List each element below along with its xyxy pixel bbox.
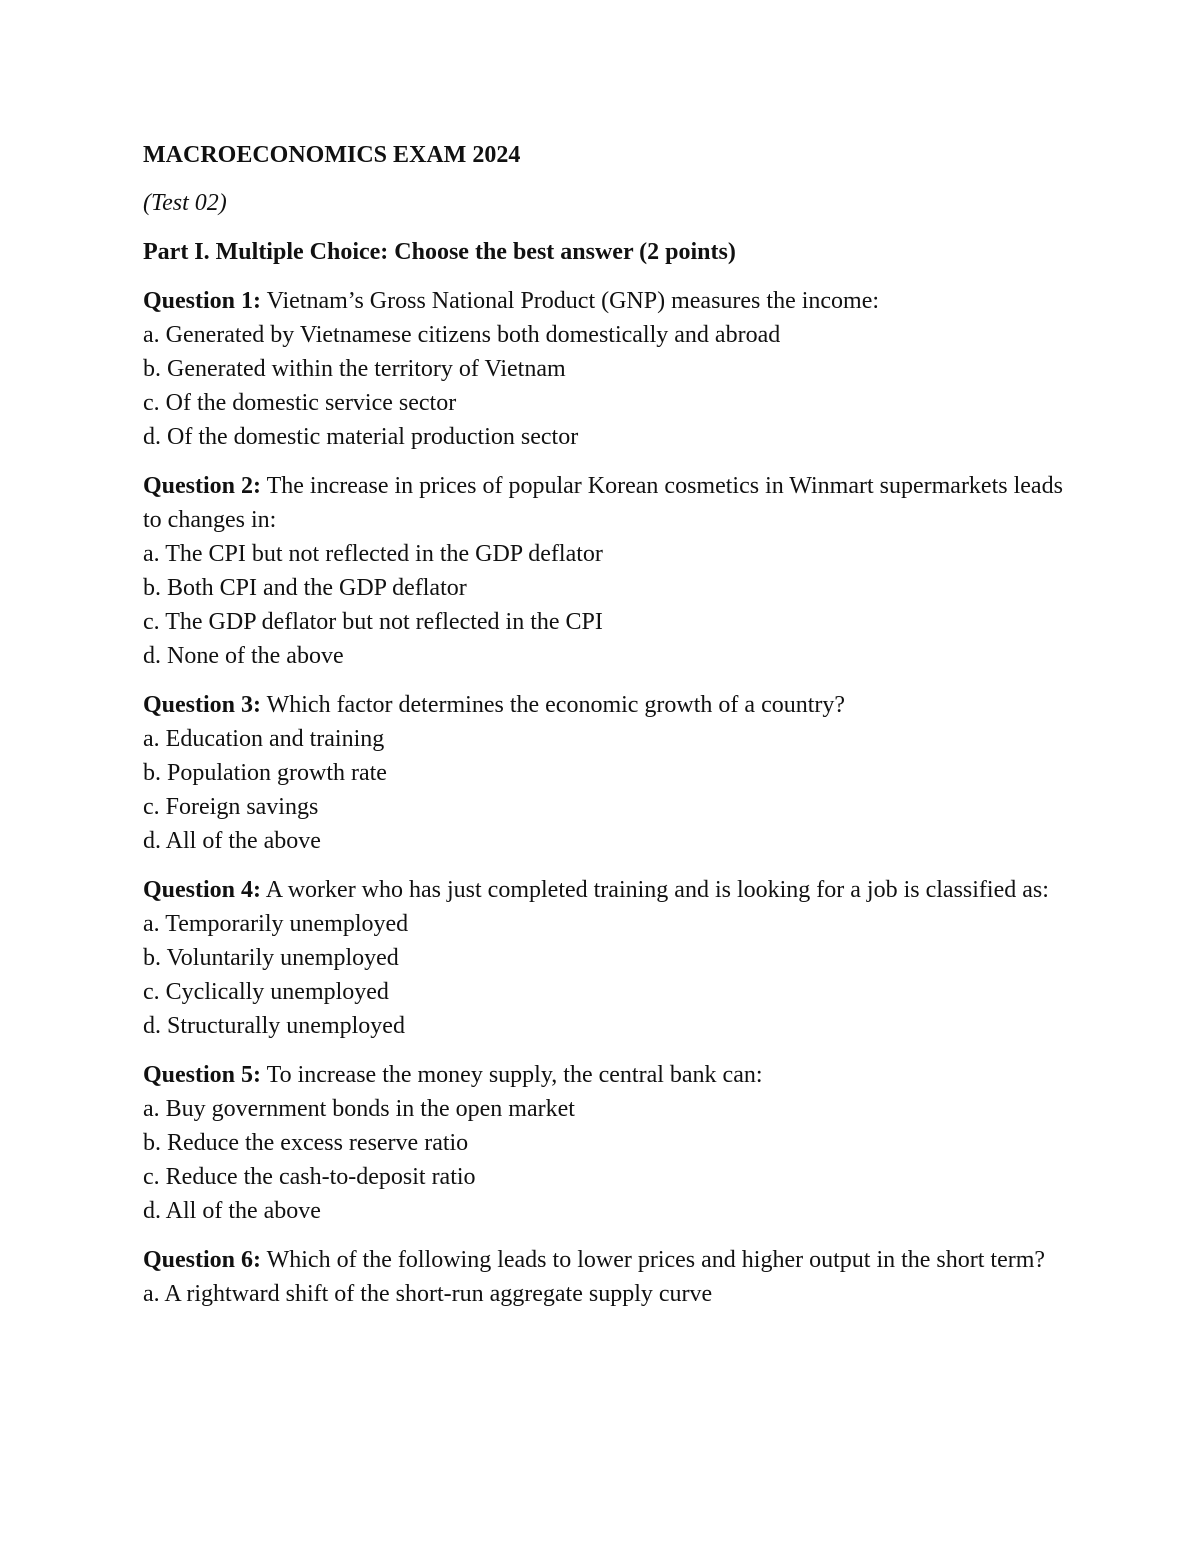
question-6 <box>143 1243 1063 1311</box>
question-label: Question 3: <box>143 692 262 718</box>
answer-option: d. Of the domestic material production sector <box>143 424 579 450</box>
question-4 <box>143 873 1063 1043</box>
answer-option: d. Structurally unemployed <box>143 1013 405 1039</box>
exam-title: MACROECONOMICS EXAM 2024 <box>143 142 521 168</box>
answer-option: a. The CPI but not reflected in the GDP deflator <box>143 541 603 567</box>
question-label: Question 5: <box>143 1062 262 1088</box>
question-3 <box>143 688 1063 858</box>
question-1 <box>143 284 1063 454</box>
answer-option: d. None of the above <box>143 643 344 669</box>
question-2 <box>143 469 1063 673</box>
answer-option: c. Of the domestic service sector <box>143 390 457 416</box>
answer-option: c. The GDP deflator but not reflected in the CPI <box>143 609 603 635</box>
answer-option: b. Reduce the excess reserve ratio <box>143 1130 469 1156</box>
answer-option: d. All of the above <box>143 828 321 854</box>
question-label: Question 4: <box>143 877 262 903</box>
question-text: Which factor determines the economic growth of a country? <box>266 692 846 718</box>
question-text: Vietnam’s Gross National Product (GNP) measures the income: <box>266 288 880 314</box>
question-stem <box>143 1058 1063 1092</box>
question-stem <box>143 873 1063 907</box>
question-stem <box>143 688 1063 722</box>
question-text: The increase in prices of popular Korean cosmetics in Winmart supermarkets leads to changes in: <box>143 473 1063 533</box>
answer-option: a. Buy government bonds in the open market <box>143 1096 575 1122</box>
answer-option: b. Both CPI and the GDP deflator <box>143 575 467 601</box>
answer-option: a. A rightward shift of the short-run aggregate supply curve <box>143 1281 713 1307</box>
answer-option: a. Generated by Vietnamese citizens both domestically and abroad <box>143 322 781 348</box>
question-text: A worker who has just completed training and is looking for a job is classified as: <box>265 877 1049 903</box>
answer-option: a. Temporarily unemployed <box>143 911 409 937</box>
answer-option: c. Cyclically unemployed <box>143 979 389 1005</box>
question-text: Which of the following leads to lower prices and higher output in the short term? <box>266 1247 1046 1273</box>
answer-option: b. Generated within the territory of Vietnam <box>143 356 566 382</box>
question-stem <box>143 284 1063 318</box>
answer-option: c. Reduce the cash-to-deposit ratio <box>143 1164 476 1190</box>
answer-option: b. Voluntarily unemployed <box>143 945 399 971</box>
question-5 <box>143 1058 1063 1228</box>
answer-option: c. Foreign savings <box>143 794 319 820</box>
answer-option: b. Population growth rate <box>143 760 387 786</box>
question-text: To increase the money supply, the central bank can: <box>266 1062 763 1088</box>
answer-option: d. All of the above <box>143 1198 321 1224</box>
question-stem <box>143 1243 1063 1277</box>
question-label: Question 1: <box>143 288 262 314</box>
exam-subtitle: (Test 02) <box>143 190 227 216</box>
question-stem <box>143 469 1063 537</box>
exam-page <box>143 138 1063 1326</box>
question-label: Question 6: <box>143 1247 262 1273</box>
answer-option: a. Education and training <box>143 726 385 752</box>
part-heading: Part I. Multiple Choice: Choose the best answer (2 points) <box>143 239 736 265</box>
question-label: Question 2: <box>143 473 262 499</box>
